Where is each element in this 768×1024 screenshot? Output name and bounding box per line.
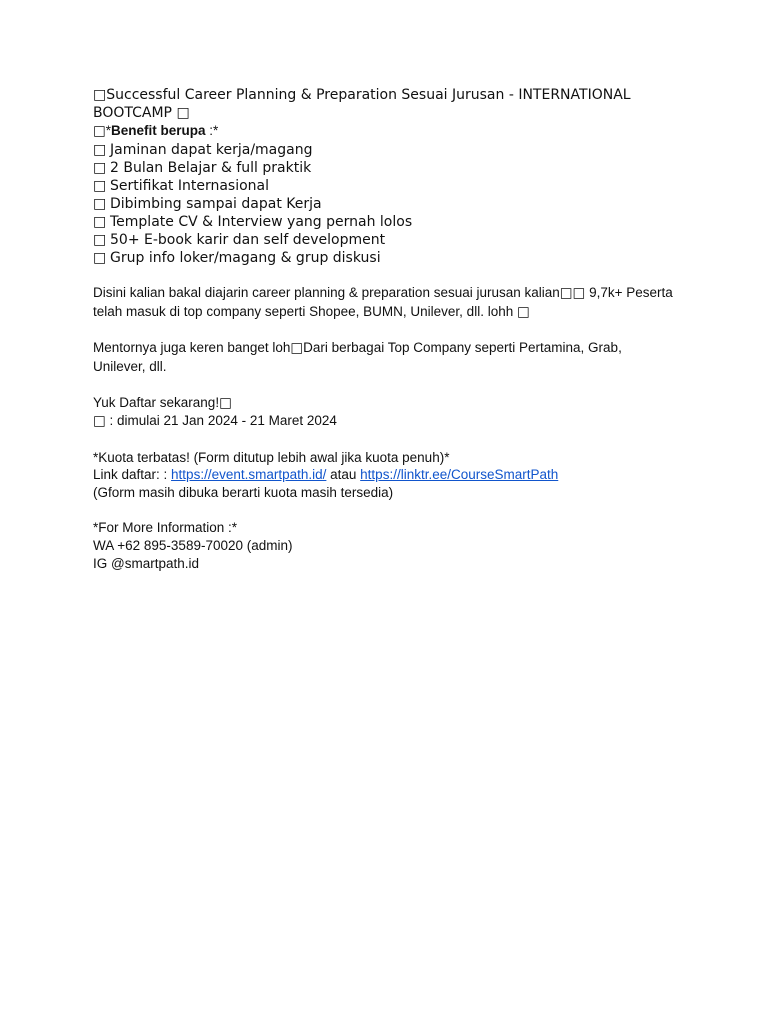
list-item: □ Grup info loker/magang & grup diskusi [93, 249, 381, 266]
benefit-list [93, 141, 673, 267]
paragraph-gap [93, 431, 673, 449]
box-glyph-icon: □ [93, 141, 107, 158]
paragraph-gap [93, 267, 673, 285]
quota-line: *Kuota terbatas! (Form ditutup lebih awal jika kuota penuh)* [93, 449, 450, 465]
box-glyph-icon: □ [572, 285, 586, 302]
title-text: Successful Career Planning & Preparation Sesuai Jurusan - INTERNATIONAL BOOTCAMP [93, 87, 631, 121]
form-note: (Gform masih dibuka berarti kuota masih tersedia) [93, 485, 394, 501]
calendar-icon: □ [93, 413, 106, 430]
list-item: □ Sertifikat Internasional [93, 177, 269, 194]
box-glyph-icon: □ [176, 105, 190, 121]
mentor-paragraph: Mentornya juga keren banget loh□Dari berbagai Top Company seperti Pertamina, Grab, Unilever, dll. [93, 340, 622, 375]
box-glyph-icon: □ [93, 123, 106, 139]
date-line: □ : dimulai 21 Jan 2024 - 21 Maret 2024 [93, 413, 337, 430]
cta-line: Yuk Daftar sekarang!□ [93, 394, 232, 411]
benefit-heading: □*Benefit berupa :* [93, 123, 219, 139]
box-glyph-icon: □ [93, 231, 107, 248]
box-glyph-icon: □ [93, 177, 107, 194]
list-item: □ 50+ E-book karir dan self development [93, 231, 386, 248]
info-heading: *For More Information :* [93, 520, 238, 536]
box-glyph-icon: □ [93, 195, 107, 212]
paragraph-gap [93, 376, 673, 394]
box-glyph-icon: □ [559, 285, 573, 302]
whatsapp-contact: WA +62 895-3589-70020 (admin) [93, 538, 293, 554]
box-glyph-icon: □ [93, 87, 107, 103]
instagram-contact: IG @smartpath.id [93, 555, 199, 571]
box-glyph-icon: □ [290, 340, 304, 357]
box-glyph-icon: □ [219, 394, 232, 411]
box-glyph-icon: □ [516, 304, 530, 321]
list-item: □ Jaminan dapat kerja/magang [93, 141, 313, 158]
paragraph-gap [93, 322, 673, 340]
box-glyph-icon: □ [93, 249, 107, 266]
box-glyph-icon: □ [93, 213, 107, 230]
event-link[interactable]: https://event.smartpath.id/ [171, 467, 327, 483]
registration-links: Link daftar: : https://event.smartpath.id/ atau https://linktr.ee/CourseSmartPath [93, 467, 559, 483]
document-page [93, 86, 673, 573]
list-item: □ Dibimbing sampai dapat Kerja [93, 195, 322, 212]
linktree-link[interactable]: https://linktr.ee/CourseSmartPath [360, 467, 559, 483]
paragraph-gap [93, 502, 673, 520]
list-item: □ Template CV & Interview yang pernah lolos [93, 213, 413, 230]
list-item: □ 2 Bulan Belajar & full praktik [93, 159, 312, 176]
intro-paragraph: Disini kalian bakal diajarin career planning & preparation sesuai jurusan kalian□□ 9,7k+ Peserta telah masuk di top company seperti Shopee, BUMN, Unilever, dll. lohh □ [93, 285, 673, 321]
box-glyph-icon: □ [93, 159, 107, 176]
document-title [93, 86, 673, 122]
benefit-heading-bold: Benefit berupa [111, 123, 206, 138]
